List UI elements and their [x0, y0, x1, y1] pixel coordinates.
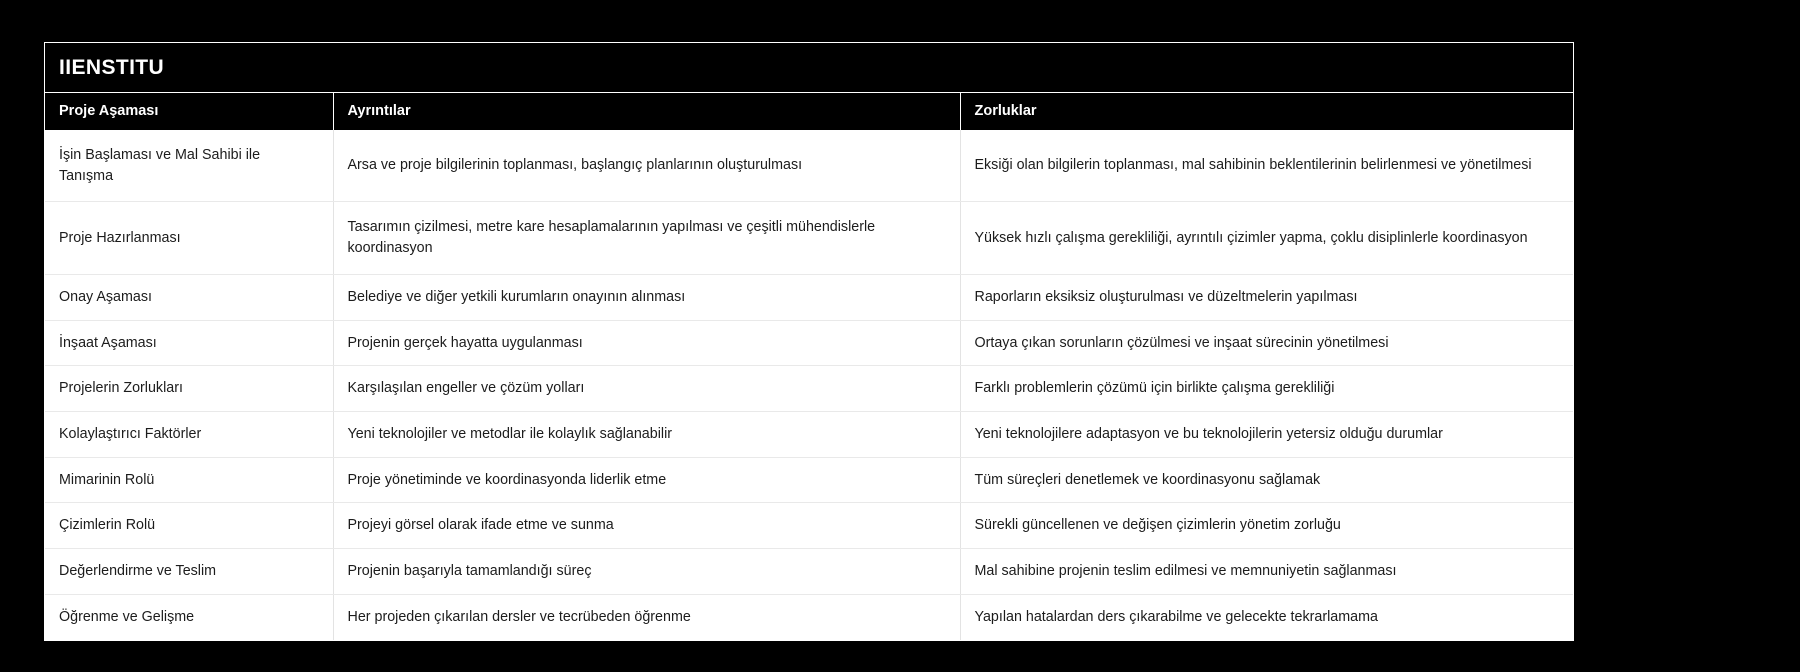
cell-challenges: Yüksek hızlı çalışma gerekliliği, ayrıntılı çizimler yapma, çoklu disiplinlerle koordinasyon — [960, 202, 1574, 274]
cell-challenges: Tüm süreçleri denetlemek ve koordinasyonu sağlamak — [960, 457, 1574, 503]
brand-title: IIENSTITU — [59, 56, 165, 79]
cell-challenges: Mal sahibine projenin teslim edilmesi ve memnuniyetin sağlanması — [960, 549, 1574, 595]
table-row — [45, 594, 1574, 639]
table-row — [45, 366, 1574, 412]
cell-phase: Öğrenme ve Gelişme — [45, 594, 333, 639]
table-row — [45, 457, 1574, 503]
table-row — [45, 549, 1574, 595]
cell-challenges: Farklı problemlerin çözümü için birlikte çalışma gerekliliği — [960, 366, 1574, 412]
table-row — [45, 412, 1574, 458]
cell-challenges: Ortaya çıkan sorunların çözülmesi ve inşaat sürecinin yönetilmesi — [960, 320, 1574, 366]
cell-challenges: Yeni teknolojilere adaptasyon ve bu teknolojilerin yetersiz olduğu durumlar — [960, 412, 1574, 458]
table-row — [45, 130, 1574, 202]
cell-phase: Değerlendirme ve Teslim — [45, 549, 333, 595]
cell-challenges: Raporların eksiksiz oluşturulması ve düzeltmelerin yapılması — [960, 274, 1574, 320]
table-body — [45, 130, 1574, 640]
cell-challenges: Yapılan hatalardan ders çıkarabilme ve gelecekte tekrarlamama — [960, 594, 1574, 639]
cell-details: Tasarımın çizilmesi, metre kare hesaplamalarının yapılması ve çeşitli mühendislerle koordinasyon — [333, 202, 960, 274]
cell-phase: Çizimlerin Rolü — [45, 503, 333, 549]
cell-phase: Mimarinin Rolü — [45, 457, 333, 503]
cell-phase: Onay Aşaması — [45, 274, 333, 320]
table-row — [45, 202, 1574, 274]
cell-phase: Kolaylaştırıcı Faktörler — [45, 412, 333, 458]
table-row — [45, 320, 1574, 366]
cell-challenges: Eksiği olan bilgilerin toplanması, mal sahibinin beklentilerinin belirlenmesi ve yönetilmesi — [960, 130, 1574, 202]
cell-challenges: Sürekli güncellenen ve değişen çizimlerin yönetim zorluğu — [960, 503, 1574, 549]
column-header-phase[interactable]: Proje Aşaması — [45, 93, 333, 130]
table-row — [45, 274, 1574, 320]
column-header-challenges[interactable]: Zorluklar — [960, 93, 1574, 130]
table-row — [45, 503, 1574, 549]
table-head — [45, 93, 1574, 130]
cell-phase: İşin Başlaması ve Mal Sahibi ile Tanışma — [45, 130, 333, 202]
cell-phase: Proje Hazırlanması — [45, 202, 333, 274]
cell-details: Belediye ve diğer yetkili kurumların onayının alınması — [333, 274, 960, 320]
cell-details: Projenin başarıyla tamamlandığı süreç — [333, 549, 960, 595]
cell-phase: Projelerin Zorlukları — [45, 366, 333, 412]
cell-details: Projenin gerçek hayatta uygulanması — [333, 320, 960, 366]
cell-details: Projeyi görsel olarak ifade etme ve sunma — [333, 503, 960, 549]
cell-details: Arsa ve proje bilgilerinin toplanması, başlangıç planlarının oluşturulması — [333, 130, 960, 202]
cell-details: Yeni teknolojiler ve metodlar ile kolaylık sağlanabilir — [333, 412, 960, 458]
project-phases-table — [45, 93, 1574, 640]
cell-details: Proje yönetiminde ve koordinasyonda liderlik etme — [333, 457, 960, 503]
cell-details: Karşılaşılan engeller ve çözüm yolları — [333, 366, 960, 412]
cell-details: Her projeden çıkarılan dersler ve tecrübeden öğrenme — [333, 594, 960, 639]
table-panel — [44, 42, 1574, 641]
column-header-details[interactable]: Ayrıntılar — [333, 93, 960, 130]
table-header-row — [45, 93, 1574, 130]
brand-bar — [45, 43, 1573, 93]
cell-phase: İnşaat Aşaması — [45, 320, 333, 366]
